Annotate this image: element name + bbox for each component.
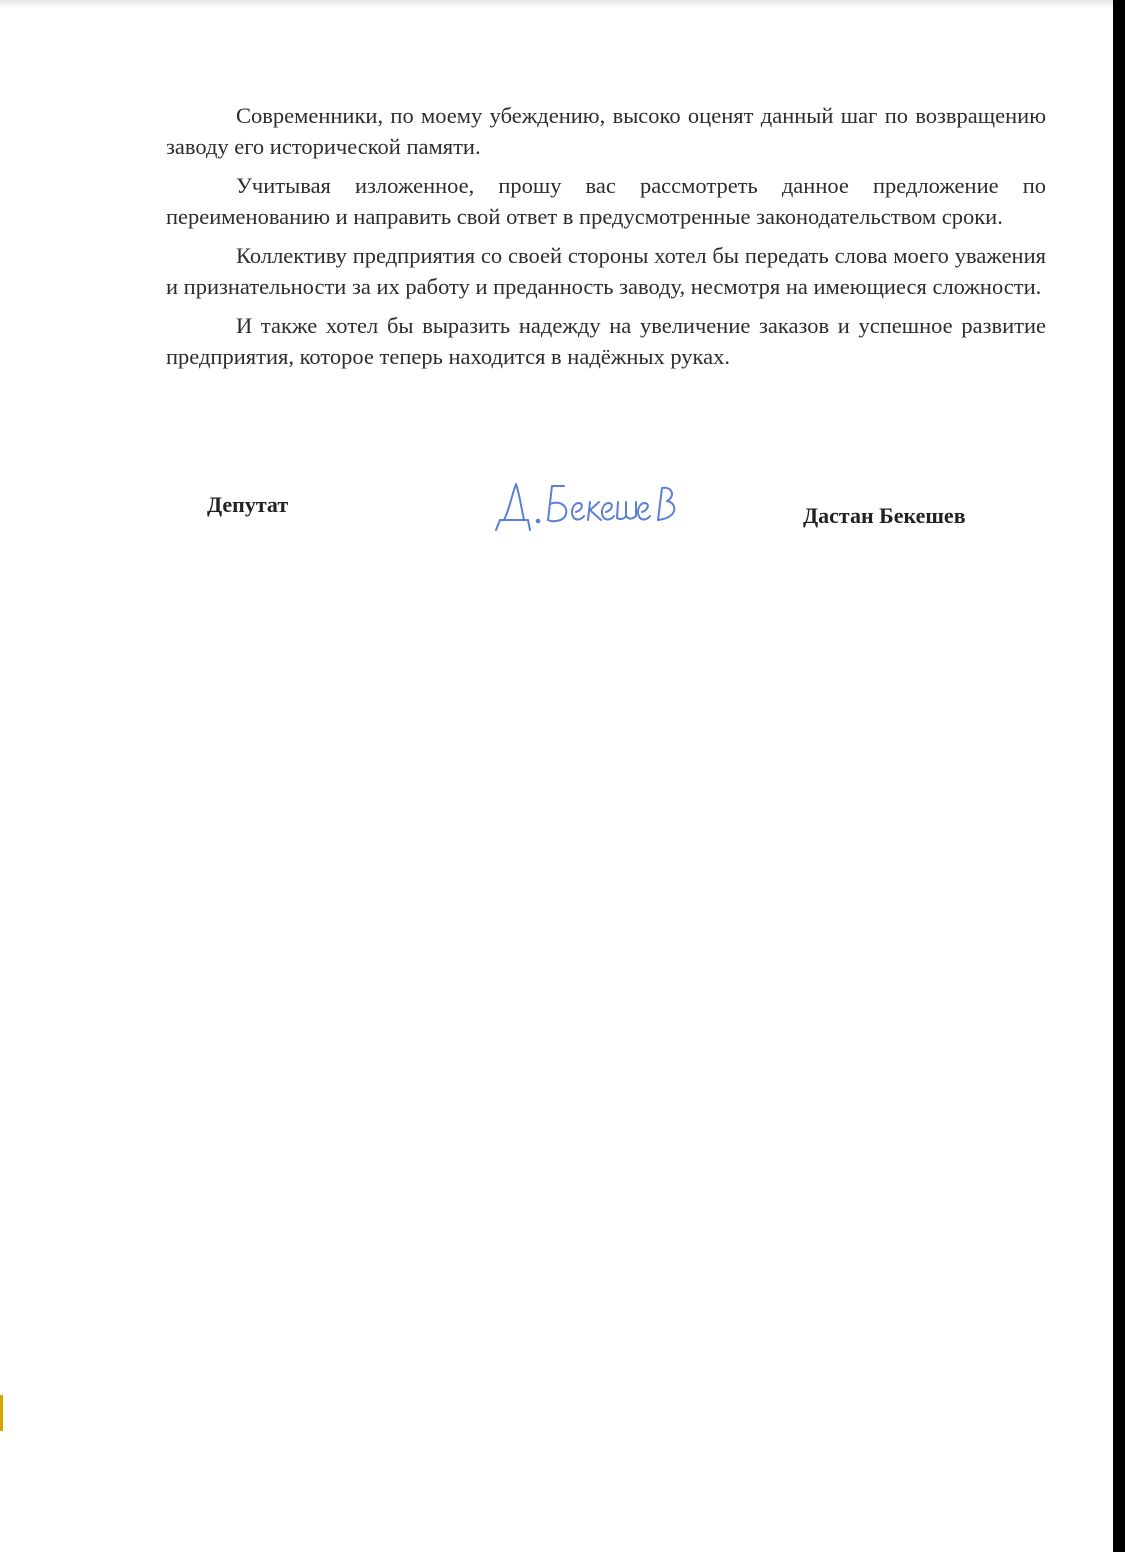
scan-top-shadow: [0, 0, 1113, 8]
paragraph-4: И также хотел бы выразить надежду на увеличение заказов и успешное развитие предприятия, которое теперь находится в надёжных руках.: [166, 313, 1046, 369]
handwritten-signature: [486, 472, 706, 542]
signer-role: Депутат: [207, 492, 289, 517]
paragraph-1: Современники, по моему убеждению, высоко оценят данный шаг по возвращению заводу его исторической памяти.: [166, 103, 1046, 159]
scan-right-border: [1113, 0, 1125, 1552]
signer-name: Дастан Бекешев: [803, 503, 966, 528]
paragraph-2: Учитывая изложенное, прошу вас рассмотреть данное предложение по переименованию и направить свой ответ в предусмотренные законодательством сроки.: [166, 173, 1046, 229]
letter-body: [166, 100, 1046, 380]
paragraph-3: Коллективу предприятия со своей стороны хотел бы передать слова моего уважения и признательности за их работу и преданность заводу, несмотря на имеющиеся сложности.: [166, 243, 1046, 299]
scan-edge-artifact: [0, 1395, 3, 1431]
